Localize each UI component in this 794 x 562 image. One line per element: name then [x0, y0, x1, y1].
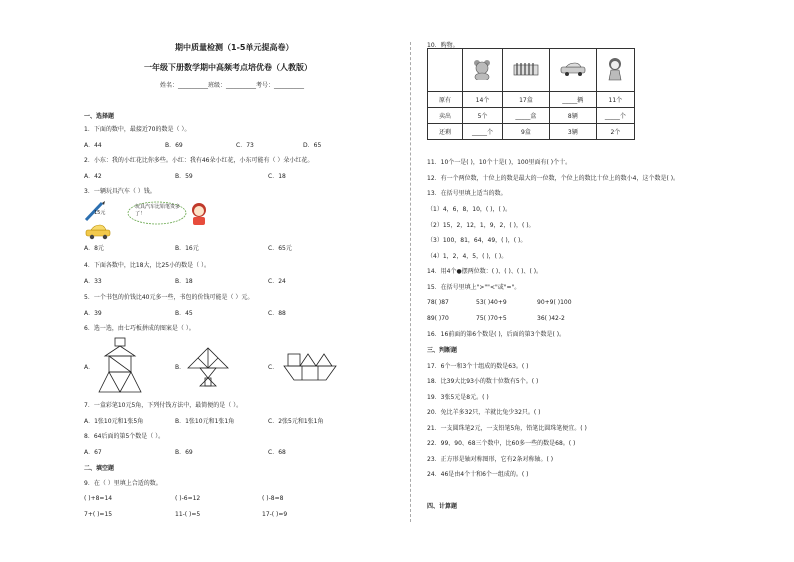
tangram-boat-figure [282, 350, 338, 386]
q5-option-b: B．45 [175, 310, 193, 317]
toy-car-icon [84, 224, 112, 240]
q9-row2-item2: 11-( )=5 [175, 511, 201, 518]
question-16: 16．16前面的第6个数是( )，后面的第3个数是( )。 [427, 331, 566, 338]
girl-avatar-icon [190, 202, 208, 226]
tangram-tree-figure [186, 346, 230, 390]
q5-option-c: C．88 [268, 310, 286, 317]
table-cell: 5个 [463, 108, 503, 124]
q9-row1-item1: ( )+8=14 [84, 495, 113, 502]
q4-option-b: B．18 [175, 278, 193, 285]
q15-row1-item2: 53( )40+9 [476, 299, 507, 306]
question-7: 7．一盒彩笔10元5角，下列付钱方法中，最简便的是（ ）。 [84, 402, 243, 409]
question-8: 8．64后面的第5个数是（ ）。 [84, 433, 165, 440]
question-9: 9．在（ ）里填上合适的数。 [84, 480, 162, 487]
q9-row2-item3: 17-( )=9 [262, 511, 288, 518]
section-fill-heading: 二、填空题 [84, 465, 115, 472]
crayon-box-icon [513, 62, 539, 76]
q9-row1-item3: ( )-8=8 [262, 495, 284, 502]
pencil-price: 15元 [94, 210, 106, 216]
q8-option-c: C．68 [268, 449, 286, 456]
question-5: 5．一个书包的价钱比40元多一些，书包的价钱可能是（ ）元。 [84, 294, 254, 301]
table-row [428, 124, 635, 140]
q1-option-c: C．73 [236, 142, 254, 149]
table-cell: 2个 [596, 124, 634, 140]
q1-option-b: B．69 [165, 142, 183, 149]
question-20: 20．免比羊多32只，羊就比兔少32只。( ) [427, 409, 541, 416]
q2-option-c: C．18 [268, 173, 286, 180]
table-cell: 3辆 [549, 124, 596, 140]
question-1: 1．下面的数中，最接近70的数是（ ）。 [84, 126, 191, 133]
tangram-boat-icon [282, 350, 338, 384]
q4-option-a: A．33 [84, 278, 102, 285]
table-row-pictures [428, 49, 635, 92]
question-4: 4．下面各数中，比18大，比25小的数是（ ）。 [84, 262, 210, 269]
q5-option-a: A．39 [84, 310, 102, 317]
question-3: 3．一辆玩具汽车（ ）钱。 [84, 188, 156, 195]
toy-car-table-icon [560, 62, 586, 76]
q2-option-b: B．59 [175, 173, 193, 180]
q13-item-1: （1）4，6，8，10，( )，( )。 [427, 206, 512, 213]
exam-title: 期中质量检测（1-5单元提高卷） [175, 43, 294, 52]
question-22: 22．99、90、68三个数中，比60多一些的数是68。( ) [427, 440, 576, 447]
question-11: 11．10个一是( )，10个十是( )，100里面有( )个十。 [427, 159, 572, 166]
q6-option-a: A． [84, 364, 95, 371]
q3-option-c: C．65元 [268, 245, 292, 252]
tangram-house-icon [97, 336, 143, 394]
toy-car-illustration [84, 224, 112, 242]
q13-item-4: （4）1，2，4，5，( )，( )。 [427, 253, 508, 260]
q8-option-a: A．67 [84, 449, 102, 456]
question-6: 6．选一选，由七巧板拼成的图案是（ ）。 [84, 325, 195, 332]
table-cell: _____个 [463, 124, 503, 140]
exam-subtitle: 一年级下册数学期中高频考点培优卷（人教版） [144, 63, 312, 72]
speech-bubble-text: 玩具汽车比铅笔贵多了！ [135, 204, 181, 217]
q15-row2-item1: 89( )70 [427, 315, 449, 322]
q7-option-b: B．1张10元和1张1角 [175, 418, 235, 425]
question-10: 10．购物。 [427, 42, 459, 49]
table-cell: _____辆 [549, 92, 596, 108]
section-judge-heading: 三、判断题 [427, 347, 458, 354]
question-24: 24．46是由4个十和6个一组成的。( ) [427, 471, 529, 478]
question-14: 14．用4个●摆两位数：( )、( )、( )、( )。 [427, 268, 543, 275]
doll-icon [605, 57, 625, 81]
q1-option-d: D．65 [303, 142, 322, 149]
student-info-line: 姓名：__________班级：__________考号：__________ [160, 82, 305, 89]
question-17: 17．6个一和3个十组成的数是63。( ) [427, 363, 529, 370]
table-row [428, 92, 635, 108]
girl-illustration [190, 202, 208, 228]
question-19: 19．3张5元是8元。( ) [427, 394, 489, 401]
q8-option-b: B．69 [175, 449, 193, 456]
q15-row1-item1: 78( )87 [427, 299, 449, 306]
question-12: 12．有一个两位数，十位上的数是最大的一位数，个位上的数比十位上的数小4，这个数是( )。 [427, 175, 680, 182]
q13-item-2: （2）15，2，12，1，9，2，( )，( )。 [427, 222, 535, 229]
table-corner-cell [428, 49, 463, 92]
tangram-tree-icon [186, 346, 230, 388]
table-cell: 8辆 [549, 108, 596, 124]
question-13: 13．在括号里填上适当的数。 [427, 190, 507, 197]
table-cell-bear [463, 49, 503, 92]
section-calc-heading: 四、计算题 [427, 503, 458, 510]
q15-row1-item3: 90+9( )100 [537, 299, 572, 306]
table-cell-doll [596, 49, 634, 92]
q2-option-a: A．42 [84, 173, 102, 180]
question-23: 23．正方形是轴对称图形，它有2条对称轴。( ) [427, 456, 554, 463]
table-cell: 17盒 [502, 92, 549, 108]
section-choice-heading: 一、选择题 [84, 113, 115, 120]
tangram-house-figure [97, 336, 143, 396]
question-15: 15．在括号里填上">""<"或"="。 [427, 284, 521, 291]
teddy-bear-icon [471, 58, 493, 80]
q4-option-c: C．24 [268, 278, 286, 285]
q3-option-b: B．16元 [175, 245, 199, 252]
q15-row2-item2: 75( )70+5 [476, 315, 507, 322]
row-label: 卖出 [428, 108, 463, 124]
question-18: 18．比39大比93小的数十位数有5个。( ) [427, 378, 539, 385]
q3-option-a: A．8元 [84, 245, 104, 252]
shopping-table [427, 48, 635, 140]
q1-option-a: A．44 [84, 142, 102, 149]
q15-row2-item3: 36( )42-2 [537, 315, 565, 322]
table-cell: _____盒 [502, 108, 549, 124]
table-cell-crayons [502, 49, 549, 92]
table-cell: 9盒 [502, 124, 549, 140]
q6-option-b: B． [175, 364, 186, 371]
q7-option-a: A．1张10元和1张5角 [84, 418, 144, 425]
table-cell: _____个 [596, 108, 634, 124]
q7-option-c: C．2张5元和1张1角 [268, 418, 324, 425]
q9-row2-item1: 7+( )=15 [84, 511, 113, 518]
row-label: 还剩 [428, 124, 463, 140]
table-cell: 11个 [596, 92, 634, 108]
table-cell: 14个 [463, 92, 503, 108]
column-divider [410, 42, 412, 522]
q6-option-c: C． [268, 364, 279, 371]
q13-item-3: （3）100，81，64，49，( )，( )。 [427, 237, 527, 244]
table-cell-car [549, 49, 596, 92]
question-21: 21．一支圆珠笔2元，一支铅笔5角，铅笔比圆珠笔便宜。( ) [427, 425, 587, 432]
table-row [428, 108, 635, 124]
question-2: 2．小东：我的小红花比你多些。小红：我有46朵小红花，小东可能有（ ）朵小红花。 [84, 157, 314, 164]
q9-row1-item2: ( )-6=12 [175, 495, 201, 502]
row-label: 原有 [428, 92, 463, 108]
